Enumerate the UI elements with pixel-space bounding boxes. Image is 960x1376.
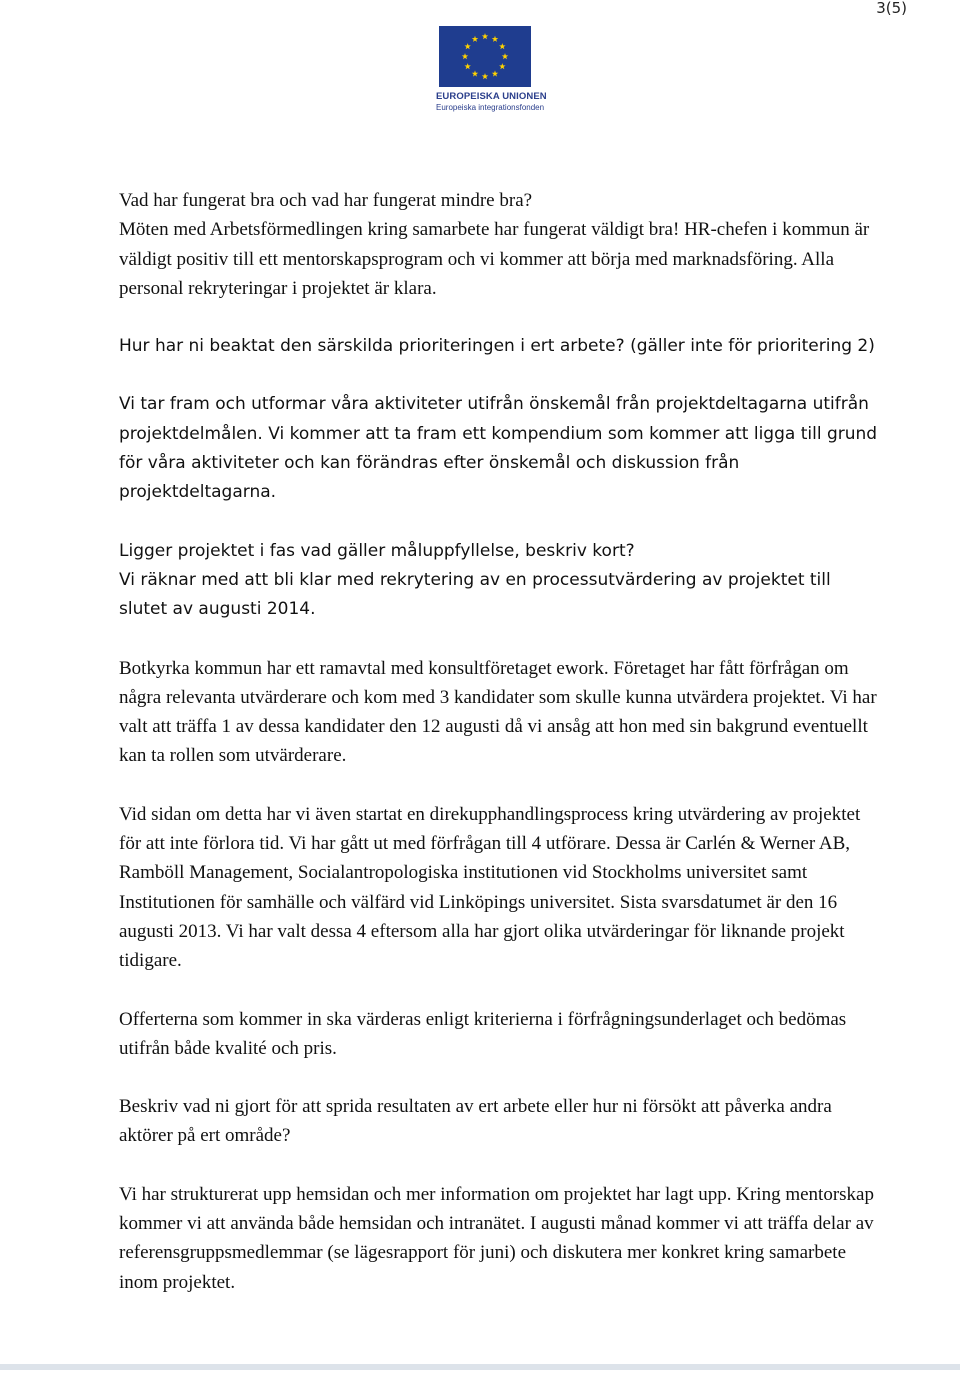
question-heading: Beskriv vad ni gjort för att sprida resultaten av ert arbete eller hur ni försökt att påverka andra aktörer på ert område? — [119, 1096, 832, 1147]
logo-title: EUROPEISKA UNIONEN — [436, 91, 547, 102]
answer-paragraph: Offerterna som kommer in ska värderas enligt kriterierna i förfrågningsunderlaget och bedömas utifrån både kvalité och pris. — [119, 1008, 847, 1059]
eu-flag-icon — [439, 26, 531, 87]
answer-paragraph: Möten med Arbetsförmedlingen kring samarbete har fungerat väldigt bra! HR-chefen i kommun är väldigt positiv till ett mentorskapsprogram och vi kommer att börja med marknadsföring. Alla personal rekryteringar i projektet är klara. — [119, 219, 870, 299]
question-heading: Hur har ni beaktat den särskilda prioriteringen i ert arbete? (gäller inte för prioritering 2) — [119, 336, 875, 357]
document-body — [119, 186, 879, 1297]
eu-logo — [436, 26, 547, 112]
question-heading: Vad har fungerat bra och vad har fungerat mindre bra? — [119, 190, 533, 211]
answer-paragraph: Vi tar fram och utformar våra aktiviteter utifrån önskemål från projektdeltagarna utifrån projektdelmålen. Vi kommer att ta fram ett kompendium som kommer att ligga till grund för våra aktiviteter och kan förändras efter önskemål och diskussion från projektdeltagarna. — [119, 394, 878, 503]
footer-bar — [0, 1364, 960, 1370]
question-heading: Ligger projektet i fas vad gäller måluppfyllelse, beskriv kort? — [119, 540, 635, 561]
page-number: 3(5) — [876, 0, 907, 17]
answer-paragraph: Vi har strukturerat upp hemsidan och mer information om projektet har lagt upp. Kring mentorskap kommer vi att använda både hemsidan och intranätet. I augusti månad kommer vi att träffa delar av referensgruppsmedlemmar (se lägesrapport för juni) och diskutera mer konkret kring samarbete inom projektet. — [119, 1183, 874, 1293]
answer-paragraph: Vid sidan om detta har vi även startat en direkupphandlingsprocess kring utvärdering av projektet för att inte förlora tid. Vi har gått ut med förfrågan till 4 utförare. Dessa är Carlén & Werner AB, Ramböll Management, Socialantropologiska institutionen vid Stockholms universitet samt Institutionen för samhälle och välfärd vid Linköpings universitet. Sista svarsdatumet är den 16 augusti 2013. Vi har valt dessa 4 eftersom alla har gjort olika utvärderingar för liknande projekt tidigare. — [119, 803, 861, 972]
logo-subtitle: Europeiska integrationsfonden — [436, 103, 545, 112]
answer-paragraph: Botkyrka kommun har ett ramavtal med konsultföretaget ework. Företaget har fått förfrågan om några relevanta utvärderare och kom med 3 kandidater som skulle kunna utvärdera projektet. Vi har valt att träffa 1 av dessa kandidater den 12 augusti då vi ansåg att hon med sin bakgrund eventuellt kan ta rollen som utvärderare. — [119, 657, 877, 767]
answer-paragraph: Vi räknar med att bli klar med rekrytering av en processutvärdering av projektet till slutet av augusti 2014. — [119, 569, 831, 620]
